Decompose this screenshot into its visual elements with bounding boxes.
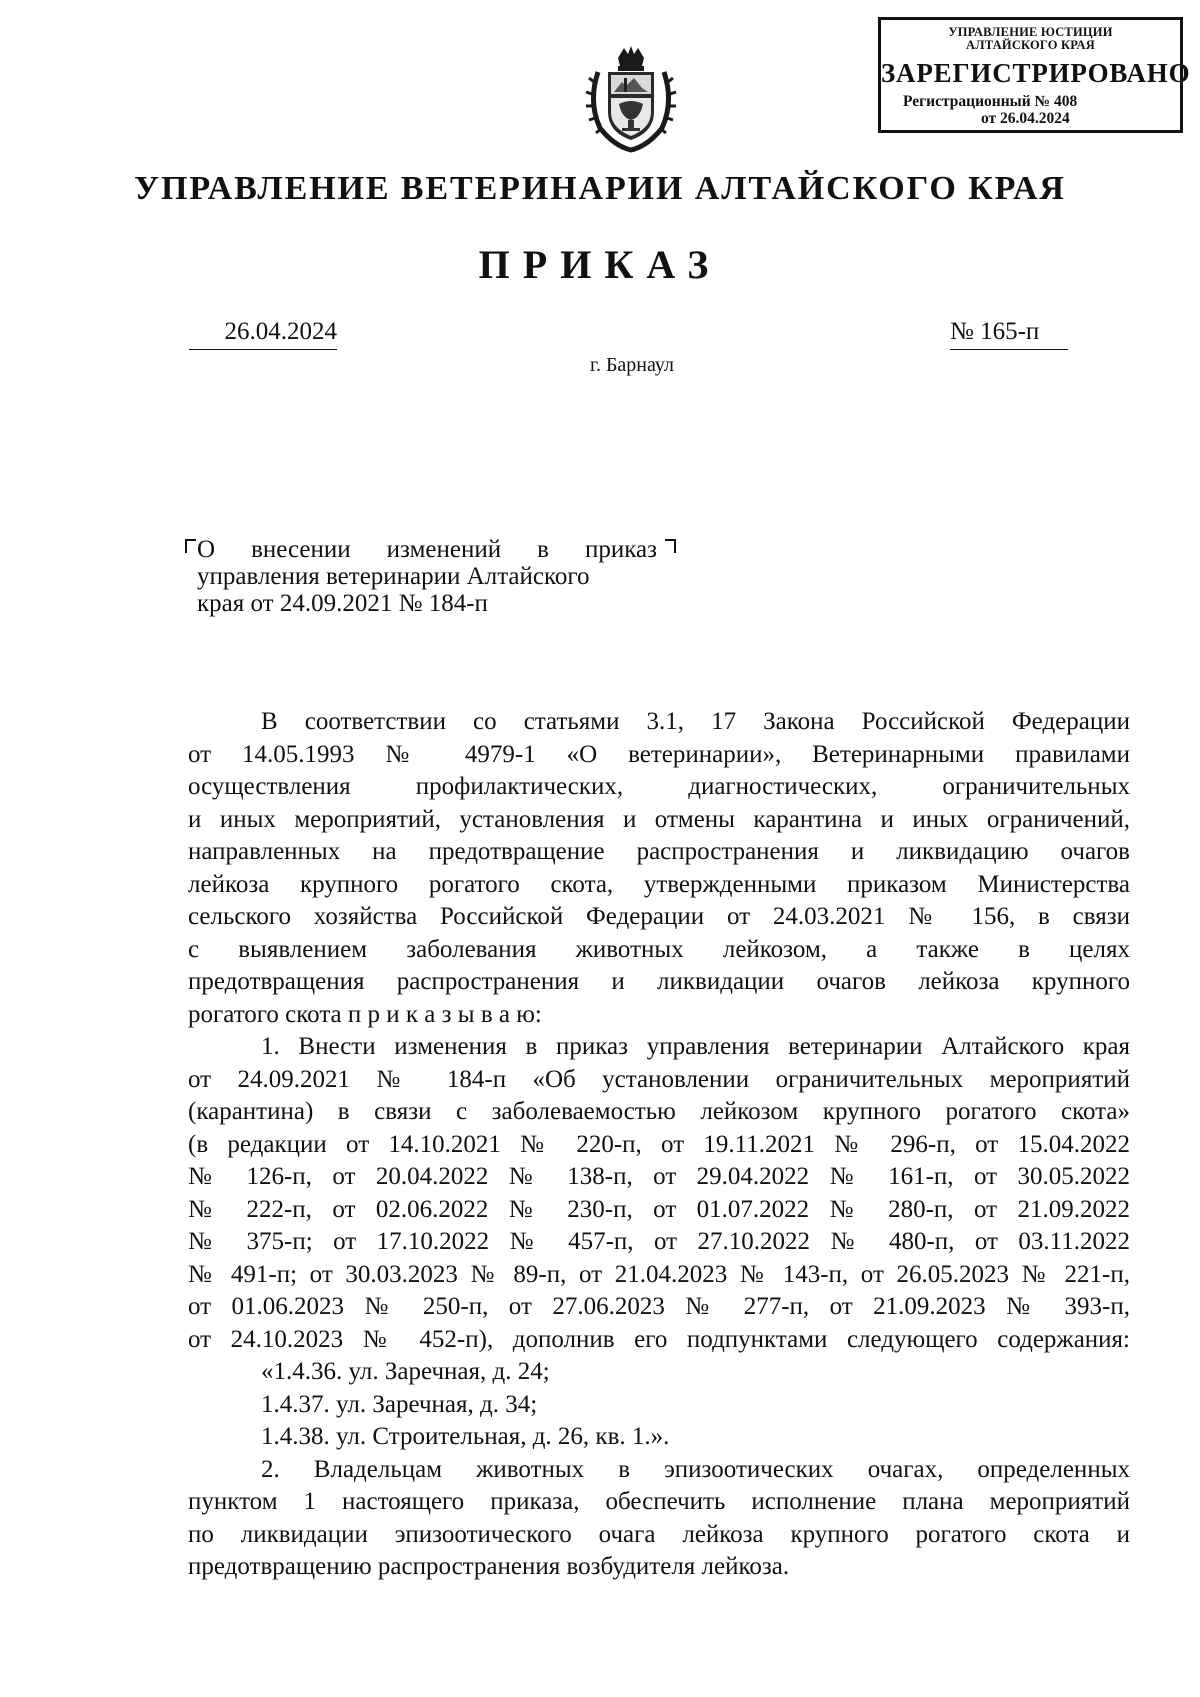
body-line: лейкоза крупного рогатого скота, утвержденными приказом Министерства	[188, 870, 1130, 898]
body-line: рогатого скота п р и к а з ы в а ю:	[188, 1000, 542, 1028]
body-line: по ликвидации эпизоотического очага лейкоза крупного рогатого скота и	[188, 1520, 1130, 1548]
subject-line: края от 24.09.2021 № 184-п	[197, 590, 488, 617]
subject-bracket-right	[665, 539, 676, 553]
body-line: № 126-п, от 20.04.2022 № 138-п, от 29.04.2022 № 161-п, от 30.05.2022	[188, 1163, 1130, 1190]
body-line: 1.4.38. ул. Строительная, д. 26, кв. 1.».	[261, 1423, 670, 1450]
document-type: ПРИКАЗ	[478, 242, 722, 287]
order-date: 26.04.2024	[189, 316, 337, 350]
body-line: (в редакции от 14.10.2021 № 220-п, от 19.11.2021 № 296-п, от 15.04.2022	[188, 1130, 1130, 1158]
body-line: 1. Внести изменения в приказ управления ветеринарии Алтайского края	[261, 1033, 1130, 1060]
stamp-registration-number: Регистрационный № 408	[903, 93, 1078, 110]
body-line: № 222-п, от 02.06.2022 № 230-п, от 01.07.2022 № 280-п, от 21.09.2022	[188, 1195, 1130, 1223]
body-line: 2. Владельцам животных в эпизоотических очагах, определенных	[261, 1455, 1130, 1483]
body-line: от 14.05.1993 № 4979-1 «О ветеринарии», Ветеринарными правилами	[188, 740, 1130, 768]
order-body	[188, 706, 1130, 1584]
body-line: сельского хозяйства Российской Федерации от 24.03.2021 № 156, в связи	[188, 903, 1130, 930]
body-line: направленных на предотвращение распространения и ликвидацию очагов	[188, 838, 1130, 865]
body-line: (карантина) в связи с заболеваемостью лейкозом крупного рогатого скота»	[188, 1098, 1130, 1125]
body-line: 1.4.37. ул. Заречная, д. 34;	[261, 1390, 538, 1418]
body-line: предотвращения распространения и ликвидации очагов лейкоза крупного	[188, 968, 1130, 995]
body-line: предотвращению распространения возбудителя лейкоза.	[188, 1553, 790, 1580]
body-line: № 491-п; от 30.03.2023 № 89-п, от 21.04.2023 № 143-п, от 26.05.2023 № 221-п,	[188, 1260, 1130, 1288]
stamp-registration-date: от 26.04.2024	[981, 110, 1070, 127]
subject-bracket-left	[185, 539, 196, 553]
registration-stamp	[878, 17, 1191, 133]
body-line: В соответствии со статьями 3.1, 17 Закона Российской Федерации	[261, 708, 1130, 735]
body-line: и иных мероприятий, установления и отмены карантина и иных ограничений,	[188, 805, 1130, 833]
body-line: от 24.10.2023 № 452-п), дополнив его подпунктами следующего содержания:	[188, 1325, 1130, 1353]
stamp-title: ЗАРЕГИСТРИРОВАНО	[881, 58, 1191, 88]
stamp-authority-line-1: УПРАВЛЕНИЕ ЮСТИЦИИ	[948, 25, 1113, 39]
body-line: с выявлением заболевания животных лейкозом, а также в целях	[188, 935, 1130, 963]
order-subject	[185, 536, 675, 617]
stamp-authority-line-2: АЛТАЙСКОГО КРАЯ	[966, 38, 1095, 52]
altai-krai-coat-of-arms-icon	[584, 42, 678, 154]
subject-line: О внесении изменений в приказ	[197, 536, 657, 563]
body-line: пунктом 1 настоящего приказа, обеспечить исполнение плана мероприятий	[188, 1488, 1130, 1515]
organization-name: УПРАВЛЕНИЕ ВЕТЕРИНАРИИ АЛТАЙСКОГО КРАЯ	[134, 170, 1066, 207]
issue-city: г. Барнаул	[590, 354, 674, 376]
body-line: № 375-п; от 17.10.2022 № 457-п, от 27.10.2022 № 480-п, от 03.11.2022	[188, 1228, 1130, 1255]
body-line: от 24.09.2021 № 184-п «Об установлении ограничительных мероприятий	[188, 1065, 1130, 1093]
body-line: от 01.06.2023 № 250-п, от 27.06.2023 № 277-п, от 21.09.2023 № 393-п,	[188, 1293, 1130, 1320]
body-line: осуществления профилактических, диагностических, ограничительных	[188, 773, 1130, 800]
subject-line: управления ветеринарии Алтайского	[197, 563, 590, 590]
order-number: № 165-п	[950, 316, 1068, 350]
body-line: «1.4.36. ул. Заречная, д. 24;	[261, 1358, 550, 1385]
